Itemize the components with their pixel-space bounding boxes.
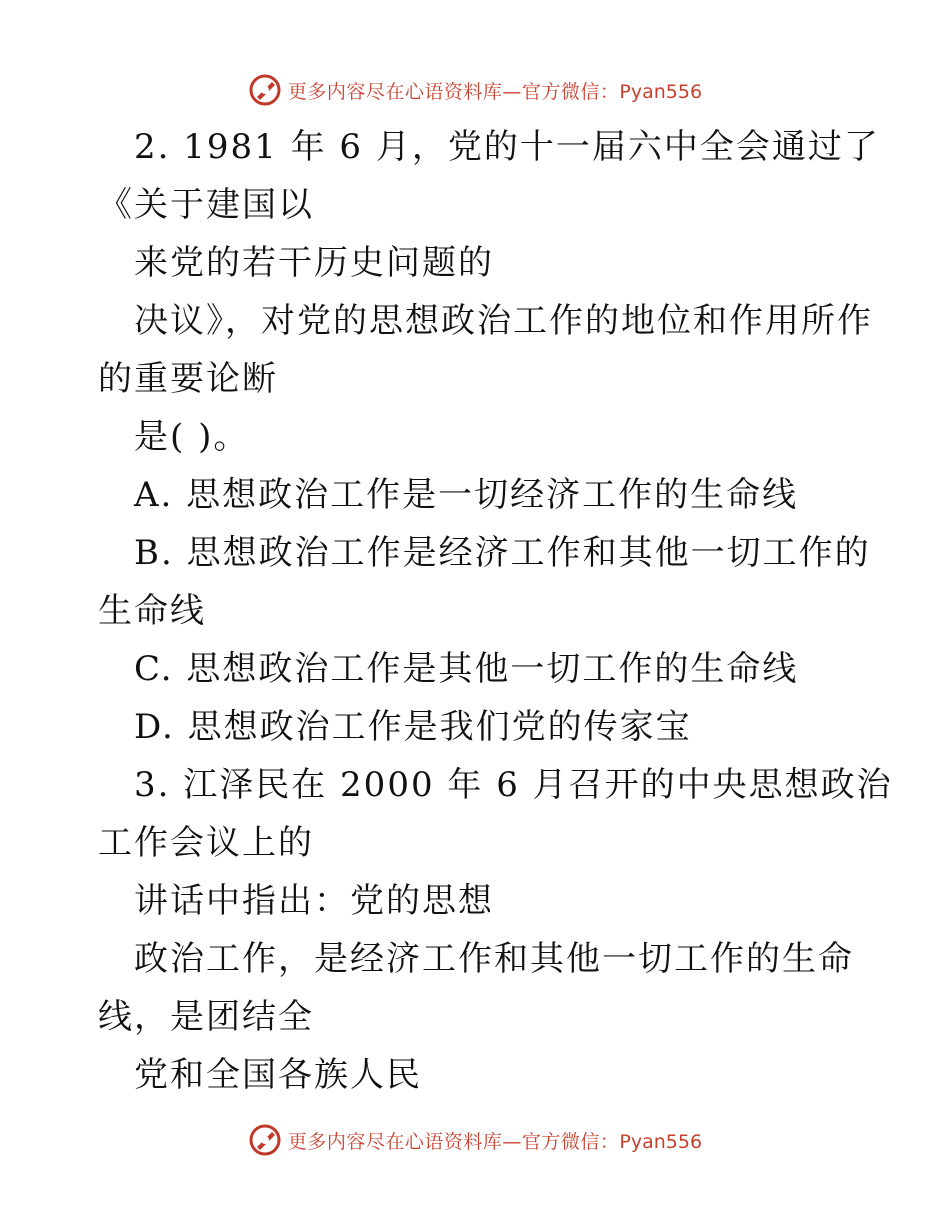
question-2-line-5: 的重要论断 [98,359,278,399]
option-b-line-1: B. 思想政治工作是经济工作和其他一切工作的 [134,533,871,573]
footer-watermark [0,1122,950,1158]
question-2-line-1: 2. 1981 年 6 月，党的十一届六中全会通过了 [134,127,880,167]
question-3-line-5: 线，是团结全 [98,997,314,1037]
question-3-line-6: 党和全国各族人民 [134,1055,422,1095]
question-3-line-1: 3. 江泽民在 2000 年 6 月召开的中央思想政治 [134,765,893,805]
question-2-line-4: 决议》，对党的思想政治工作的地位和作用所作 [134,301,873,341]
question-2-line-6: 是( )。 [134,417,250,457]
document-body [98,118,893,1104]
option-b-line-2: 生命线 [98,591,206,631]
question-3-line-3: 讲话中指出：党的思想 [134,881,494,921]
header-watermark [0,72,950,108]
watermark-text: 更多内容尽在心语资料库—官方微信：Pyan556 [287,1130,703,1153]
watermark-text: 更多内容尽在心语资料库—官方微信：Pyan556 [287,80,703,103]
option-a: A. 思想政治工作是一切经济工作的生命线 [134,475,799,515]
option-c: C. 思想政治工作是其他一切工作的生命线 [134,649,799,689]
question-2-line-3: 来党的若干历史问题的 [134,243,494,283]
logo-icon [248,73,282,107]
logo-icon [248,1123,282,1157]
question-3-line-4: 政治工作，是经济工作和其他一切工作的生命 [134,939,854,979]
question-3-line-2: 工作会议上的 [98,823,314,863]
question-2-line-2: 《关于建国以 [98,185,314,225]
option-d: D. 思想政治工作是我们党的传家宝 [134,707,692,747]
